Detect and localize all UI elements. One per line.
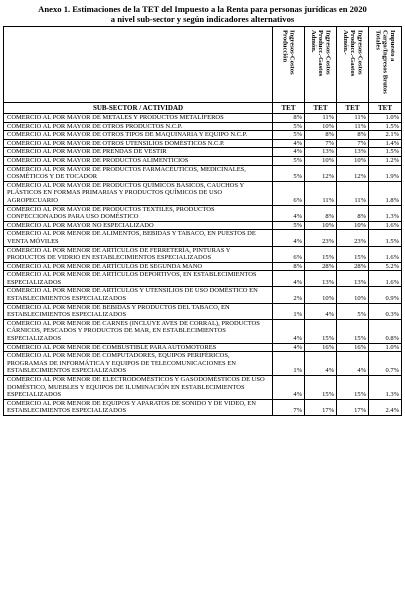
tet-value-cell: 16%: [305, 343, 337, 352]
tet-value-cell: 1.5%: [369, 230, 402, 246]
sector-name-cell: COMERCIO AL POR MENOR DE ARTÍCULOS Y UTENSILIOS DE USO DOMÉSTICO EN ESTABLECIMIENTOS ESPECIALIZADOS: [4, 287, 273, 303]
tet-value-cell: 12%: [305, 165, 337, 181]
tet-label: TET: [337, 103, 369, 114]
tet-label: TET: [369, 103, 402, 114]
sector-name-cell: COMERCIO AL POR MAYOR DE METALES Y PRODUCTOS METALÍFEROS: [4, 114, 273, 123]
table-row: [4, 114, 402, 123]
table-row: [4, 303, 402, 319]
tet-value-cell: 10%: [305, 122, 337, 131]
tet-value-cell: 10%: [305, 156, 337, 165]
column-header-gastos-admon: Ingresos-Costos Producc.-Gastos Admón.: [309, 30, 332, 77]
tet-value-cell: 1%: [273, 352, 305, 376]
tet-value-cell: 8%: [305, 131, 337, 140]
tet-value-cell: 15%: [337, 319, 369, 343]
tet-value-cell: 1.3%: [369, 376, 402, 400]
tet-value-cell: 2%: [273, 287, 305, 303]
column-header-cell: [337, 27, 369, 103]
table-row: [4, 352, 402, 376]
tet-label: TET: [273, 103, 305, 114]
tet-value-cell: 16%: [337, 343, 369, 352]
tet-value-cell: 4%: [273, 376, 305, 400]
tet-value-cell: 15%: [337, 246, 369, 262]
sector-name-cell: COMERCIO AL POR MENOR DE ARTÍCULOS DE FERRETERÍA, PINTURAS Y PRODUCTOS DE VIDRIO EN ESTABLECIMIENTOS ESPECIALIZADOS: [4, 246, 273, 262]
tet-value-cell: 17%: [337, 399, 369, 415]
tet-value-cell: 0.7%: [369, 352, 402, 376]
tet-value-cell: 1.5%: [369, 148, 402, 157]
tet-value-cell: 10%: [337, 156, 369, 165]
tet-value-cell: 13%: [305, 271, 337, 287]
column-header-cell: [305, 27, 337, 103]
tet-value-cell: 5%: [273, 221, 305, 230]
sector-name-cell: COMERCIO AL POR MAYOR DE OTROS UTENSILIOS DOMÉSTICOS N.C.P.: [4, 139, 273, 148]
table-row: [4, 287, 402, 303]
sector-name-cell: COMERCIO AL POR MENOR DE CARNES (INCLUYE AVES DE CORRAL), PRODUCTOS CÁRNICOS, PESCADOS Y PRODUCTOS DE MAR, EN ESTABLECIMIENTOS ESPECIALIZADOS: [4, 319, 273, 343]
tet-value-cell: 4%: [273, 139, 305, 148]
sector-name-cell: COMERCIO AL POR MENOR DE EQUIPOS Y APARATOS DE SONIDO Y DE VIDEO, EN ESTABLECIMIENTOS ESPECIALIZADOS: [4, 399, 273, 415]
column-header-ingresos-costos-produccion: Ingresos-Costos Producción: [281, 30, 296, 75]
table-row: [4, 181, 402, 205]
column-header-impuesto-cargo: Impuesto a Cargo/Ingresos Brutos Totales: [374, 30, 396, 94]
tet-value-cell: 4%: [273, 319, 305, 343]
tet-value-cell: 8%: [273, 114, 305, 123]
sector-header: SUB-SECTOR / ACTIVIDAD: [4, 103, 273, 114]
tet-value-cell: 23%: [305, 230, 337, 246]
table-row: [4, 122, 402, 131]
sector-name-cell: COMERCIO AL POR MAYOR DE PRODUCTOS QUÍMICOS BÁSICOS, CAUCHOS Y PLÁSTICOS EN FORMAS PRIMARIAS Y PRODUCTOS QUÍMICOS DE USO AGROPECUARIO: [4, 181, 273, 205]
tet-value-cell: 10%: [337, 287, 369, 303]
tet-value-cell: 2.1%: [369, 131, 402, 140]
table-row: [4, 131, 402, 140]
column-header-cell: [273, 27, 305, 103]
sector-name-cell: COMERCIO AL POR MAYOR DE PRODUCTOS TEXTILES, PRODUCTOS CONFECCIONADOS PARA USO DOMÉSTICO: [4, 205, 273, 221]
table-row: [4, 343, 402, 352]
tet-value-cell: 13%: [337, 271, 369, 287]
table-title-line-2: a nivel sub-sector y según indicadores alternativos: [110, 14, 295, 24]
table-row: [4, 376, 402, 400]
tet-value-cell: 15%: [305, 376, 337, 400]
tet-value-cell: 5%: [273, 156, 305, 165]
tet-value-cell: 4%: [273, 205, 305, 221]
tet-value-cell: 1%: [273, 303, 305, 319]
tet-value-cell: 10%: [305, 287, 337, 303]
sector-name-cell: COMERCIO AL POR MAYOR NO ESPECIALIZADO: [4, 221, 273, 230]
tet-value-cell: 5%: [273, 131, 305, 140]
tet-value-cell: 8%: [305, 205, 337, 221]
tet-value-cell: 7%: [337, 139, 369, 148]
tet-value-cell: 13%: [337, 148, 369, 157]
tet-value-cell: 6%: [273, 246, 305, 262]
sector-name-cell: COMERCIO AL POR MAYOR DE PRENDAS DE VESTIR: [4, 148, 273, 157]
sector-name-cell: COMERCIO AL POR MENOR DE COMPUTADORES, EQUIPOS PERIFÉRICOS, PROGRAMAS DE INFORMÁTICA Y EQUIPOS DE TELECOMUNICACIONES EN ESTABLECIMIENTOS ESPECIALIZADOS: [4, 352, 273, 376]
sector-name-cell: COMERCIO AL POR MENOR DE BEBIDAS Y PRODUCTOS DEL TABACO, EN ESTABLECIMIENTOS ESPECIALIZADOS: [4, 303, 273, 319]
tet-value-cell: 15%: [305, 246, 337, 262]
tet-value-cell: 11%: [337, 114, 369, 123]
tet-value-cell: 17%: [305, 399, 337, 415]
tet-value-cell: 6%: [273, 181, 305, 205]
tet-value-cell: 4%: [273, 343, 305, 352]
tet-value-cell: 13%: [305, 148, 337, 157]
tet-value-cell: 1.6%: [369, 221, 402, 230]
tet-value-cell: 1.4%: [369, 139, 402, 148]
tet-value-cell: 7%: [305, 139, 337, 148]
table-row: [4, 262, 402, 271]
sector-name-cell: COMERCIO AL POR MAYOR DE OTROS TIPOS DE MAQUINARIA Y EQUIPO N.C.P.: [4, 131, 273, 140]
tet-value-cell: 8%: [273, 262, 305, 271]
tet-value-cell: 5%: [273, 165, 305, 181]
column-header-row: [4, 27, 402, 103]
tet-value-cell: 11%: [337, 122, 369, 131]
table-row: [4, 205, 402, 221]
tet-value-cell: 7%: [273, 399, 305, 415]
tet-value-cell: 28%: [337, 262, 369, 271]
tet-value-cell: 1.6%: [369, 246, 402, 262]
tet-value-cell: 11%: [305, 181, 337, 205]
tet-value-cell: 4%: [273, 148, 305, 157]
table-row: [4, 399, 402, 415]
table-row: [4, 221, 402, 230]
tet-value-cell: 11%: [305, 114, 337, 123]
tet-value-cell: 4%: [305, 352, 337, 376]
tet-value-cell: 0.9%: [369, 287, 402, 303]
tet-value-cell: 1.6%: [369, 271, 402, 287]
sector-name-cell: COMERCIO AL POR MENOR DE ELECTRODOMÉSTICOS Y GASODOMÉSTICOS DE USO DOMÉSTICO, MUEBLES Y EQUIPOS DE ILUMINACIÓN EN ESTABLECIMIENTOS ESPECIALIZADOS: [4, 376, 273, 400]
tet-value-cell: 1.3%: [369, 205, 402, 221]
tet-value-cell: 1.2%: [369, 156, 402, 165]
tet-value-cell: 1.5%: [369, 122, 402, 131]
tet-value-cell: 5%: [337, 303, 369, 319]
tet-value-cell: 4%: [273, 230, 305, 246]
tet-value-cell: 23%: [337, 230, 369, 246]
table-row: [4, 246, 402, 262]
tet-table: [3, 26, 402, 416]
table-title-line-1: Anexo 1. Estimaciones de la TET del Impuesto a la Renta para personas jurídicas en 2020: [38, 4, 367, 14]
tet-value-cell: 1.8%: [369, 181, 402, 205]
tet-value-cell: 28%: [305, 262, 337, 271]
tet-value-cell: 4%: [273, 271, 305, 287]
tet-value-cell: 0.3%: [369, 303, 402, 319]
table-title: [3, 4, 402, 24]
tet-value-cell: 2.4%: [369, 399, 402, 415]
table-row: [4, 319, 402, 343]
column-header-gastos-admon-alt: Ingresos-Costos Producc.-Gastos Admón.-: [341, 30, 364, 77]
subheader-row: [4, 103, 402, 114]
table-row: [4, 271, 402, 287]
tet-label: TET: [305, 103, 337, 114]
tet-value-cell: 0.8%: [369, 319, 402, 343]
tet-value-cell: 12%: [337, 165, 369, 181]
tet-value-cell: 4%: [337, 352, 369, 376]
table-row: [4, 139, 402, 148]
tet-value-cell: 15%: [337, 376, 369, 400]
tet-value-cell: 15%: [305, 319, 337, 343]
tet-value-cell: 5%: [273, 122, 305, 131]
column-header-cell: [369, 27, 402, 103]
table-row: [4, 156, 402, 165]
sector-name-cell: COMERCIO AL POR MAYOR DE PRODUCTOS FARMACÉUTICOS, MEDICINALES, COSMÉTICOS Y DE TOCADOR: [4, 165, 273, 181]
tet-value-cell: 11%: [337, 181, 369, 205]
table-row: [4, 148, 402, 157]
tet-value-cell: 8%: [337, 131, 369, 140]
sector-name-cell: COMERCIO AL POR MENOR DE ARTÍCULOS DE SEGUNDA MANO: [4, 262, 273, 271]
sector-name-cell: COMERCIO AL POR MENOR DE ALIMENTOS, BEBIDAS Y TABACO, EN PUESTOS DE VENTA MÓVILES: [4, 230, 273, 246]
tet-value-cell: 1.0%: [369, 343, 402, 352]
tet-value-cell: 10%: [305, 221, 337, 230]
sector-name-cell: COMERCIO AL POR MAYOR DE OTROS PRODUCTOS N.C.P.: [4, 122, 273, 131]
tet-value-cell: 1.9%: [369, 165, 402, 181]
tet-value-cell: 10%: [337, 221, 369, 230]
header-blank-cell: [4, 27, 273, 103]
sector-name-cell: COMERCIO AL POR MENOR DE COMBUSTIBLE PARA AUTOMOTORES: [4, 343, 273, 352]
tet-value-cell: 5.2%: [369, 262, 402, 271]
tet-value-cell: 8%: [337, 205, 369, 221]
tet-value-cell: 4%: [305, 303, 337, 319]
tet-value-cell: 1.0%: [369, 114, 402, 123]
sector-name-cell: COMERCIO AL POR MAYOR DE PRODUCTOS ALIMENTICIOS: [4, 156, 273, 165]
table-row: [4, 165, 402, 181]
table-row: [4, 230, 402, 246]
sector-name-cell: COMERCIO AL POR MENOR DE ARTÍCULOS DEPORTIVOS, EN ESTABLECIMIENTOS ESPECIALIZADOS: [4, 271, 273, 287]
